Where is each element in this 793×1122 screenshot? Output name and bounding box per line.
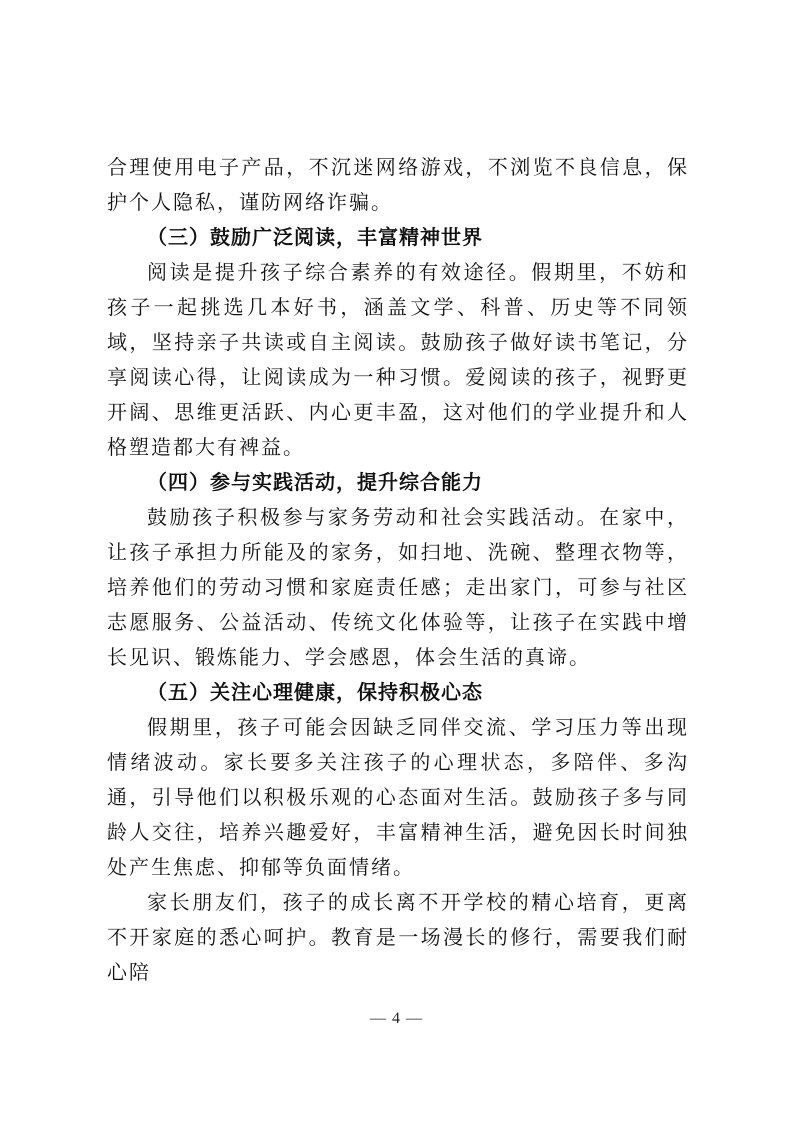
paragraph-continuation: 合理使用电子产品，不沉迷网络游戏，不浏览不良信息，保护个人隐私，谨防网络诈骗。 bbox=[107, 155, 689, 214]
document-body bbox=[107, 150, 689, 990]
section-heading-5: （五）关注心理健康，保持积极心态 bbox=[147, 680, 483, 704]
paragraph-practice: 鼓励孩子积极参与家务劳动和社会实践活动。在家中，让孩子承担力所能及的家务，如扫地、洗碗、整理衣物等，培养他们的劳动习惯和家庭责任感；走出家门，可参与社区志愿服务、公益活动、传统文化体验等，让孩子在实践中增长见识、锻炼能力、学会感恩，体会生活的真谛。 bbox=[107, 505, 689, 669]
paragraph-mental-health: 假期里，孩子可能会因缺乏同伴交流、学习压力等出现情绪波动。家长要多关注孩子的心理状态，多陪伴、多沟通，引导他们以积极乐观的心态面对生活。鼓励孩子多与同龄人交往，培养兴趣爱好，丰富精神生活，避免因长时间独处产生焦虑、抑郁等负面情绪。 bbox=[107, 715, 689, 879]
section-heading-3: （三）鼓励广泛阅读，丰富精神世界 bbox=[147, 225, 483, 249]
paragraph-reading: 阅读是提升孩子综合素养的有效途径。假期里，不妨和孩子一起挑选几本好书，涵盖文学、科普、历史等不同领域，坚持亲子共读或自主阅读。鼓励孩子做好读书笔记，分享阅读心得，让阅读成为一种习惯。爱阅读的孩子，视野更开阔、思维更活跃、内心更丰盈，这对他们的学业提升和人格塑造都大有裨益。 bbox=[107, 260, 689, 459]
page-number: — 4 — bbox=[370, 1010, 423, 1027]
paragraph-closing: 家长朋友们，孩子的成长离不开学校的精心培育，更离不开家庭的悉心呵护。教育是一场漫长的修行，需要我们耐心陪 bbox=[107, 890, 689, 984]
section-heading-4: （四）参与实践活动，提升综合能力 bbox=[147, 470, 483, 494]
